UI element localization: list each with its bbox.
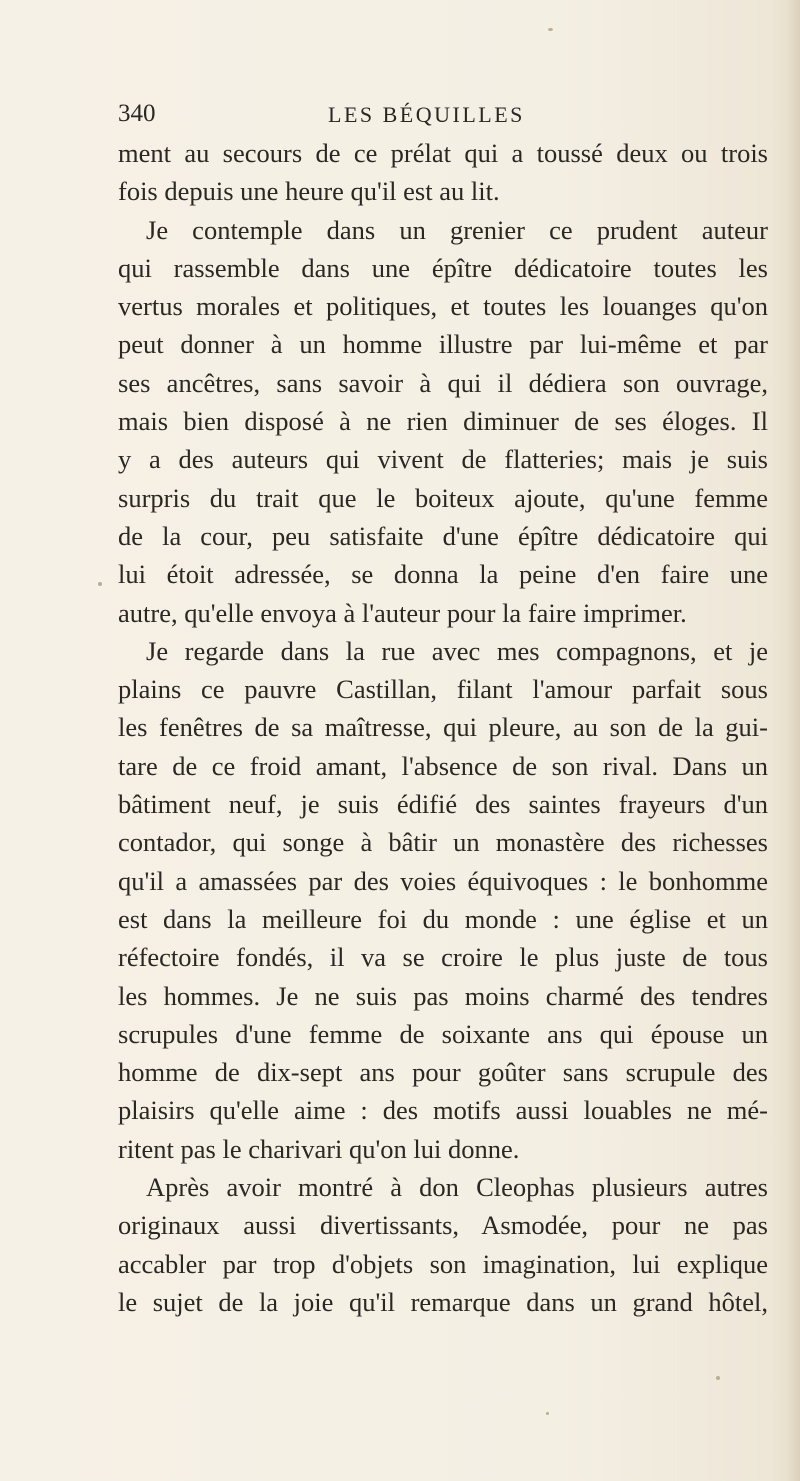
text-line: surpris du trait que le boiteux ajoute, qu'une femme xyxy=(118,482,768,513)
text-line: bâtiment neuf, je suis édifié des saintes frayeurs d'un xyxy=(118,789,768,820)
text-line: Je regarde dans la rue avec mes compagnons, et je xyxy=(146,635,768,666)
paper-speck xyxy=(546,1412,549,1415)
text-line: homme de dix-sept ans pour goûter sans scrupule des xyxy=(118,1057,768,1088)
text-line: de la cour, peu satisfaite d'une épître dédicatoire qui xyxy=(118,520,768,551)
text-line: peut donner à un homme illustre par lui-même et par xyxy=(118,329,768,360)
text-line: ment au secours de ce prélat qui a toussé deux ou trois xyxy=(118,138,768,168)
text-line: mais bien disposé à ne rien diminuer de ses éloges. Il xyxy=(118,406,768,437)
text-line: originaux aussi divertissants, Asmodée, pour ne pas xyxy=(118,1210,768,1241)
text-line: qui rassemble dans une épître dédicatoire toutes les xyxy=(118,252,768,283)
text-line: plains ce pauvre Castillan, filant l'amour parfait sous xyxy=(118,674,768,705)
text-line: accabler par trop d'objets son imagination, lui explique xyxy=(118,1248,768,1279)
text-line: tare de ce froid amant, l'absence de son rival. Dans un xyxy=(118,750,768,781)
text-line: les fenêtres de sa maîtresse, qui pleure, au son de la gui- xyxy=(118,712,768,743)
text-line: autre, qu'elle envoya à l'auteur pour la faire imprimer. xyxy=(118,597,687,628)
text-line: Je contemple dans un grenier ce prudent auteur xyxy=(146,214,768,245)
text-line: y a des auteurs qui vivent de flatteries; mais je suis xyxy=(118,444,768,475)
paper-speck xyxy=(548,28,553,31)
body-text xyxy=(118,134,768,1321)
text-line: le sujet de la joie qu'il remarque dans un grand hôtel, xyxy=(118,1286,768,1317)
text-line: qu'il a amassées par des voies équivoques : le bonhomme xyxy=(118,865,768,896)
paper-speck xyxy=(98,582,102,586)
text-line: lui étoit adressée, se donna la peine d'en faire une xyxy=(118,559,768,590)
text-line: scrupules d'une femme de soixante ans qui épouse un xyxy=(118,1018,768,1049)
running-title: LES BÉQUILLES xyxy=(328,102,525,127)
text-line: réfectoire fondés, il va se croire le plus juste de tous xyxy=(118,942,768,973)
page-number: 340 xyxy=(118,100,156,127)
text-line: ritent pas le charivari qu'on lui donne. xyxy=(118,1133,520,1164)
text-line: est dans la meilleure foi du monde : une église et un xyxy=(118,903,768,934)
text-line: les hommes. Je ne suis pas moins charmé des tendres xyxy=(118,980,768,1011)
text-line: vertus morales et politiques, et toutes les louanges qu'on xyxy=(118,291,768,322)
page-header xyxy=(118,100,638,134)
paper-speck xyxy=(716,1376,720,1380)
page-edge-shadow xyxy=(786,0,800,1481)
text-line: plaisirs qu'elle aime : des motifs aussi louables ne mé- xyxy=(118,1095,768,1126)
text-line: ses ancêtres, sans savoir à qui il dédiera son ouvrage, xyxy=(118,367,768,398)
text-line: Après avoir montré à don Cleophas plusieurs autres xyxy=(146,1172,768,1203)
text-line: fois depuis une heure qu'il est au lit. xyxy=(118,176,500,207)
text-line: contador, qui songe à bâtir un monastère des richesses xyxy=(118,827,768,858)
